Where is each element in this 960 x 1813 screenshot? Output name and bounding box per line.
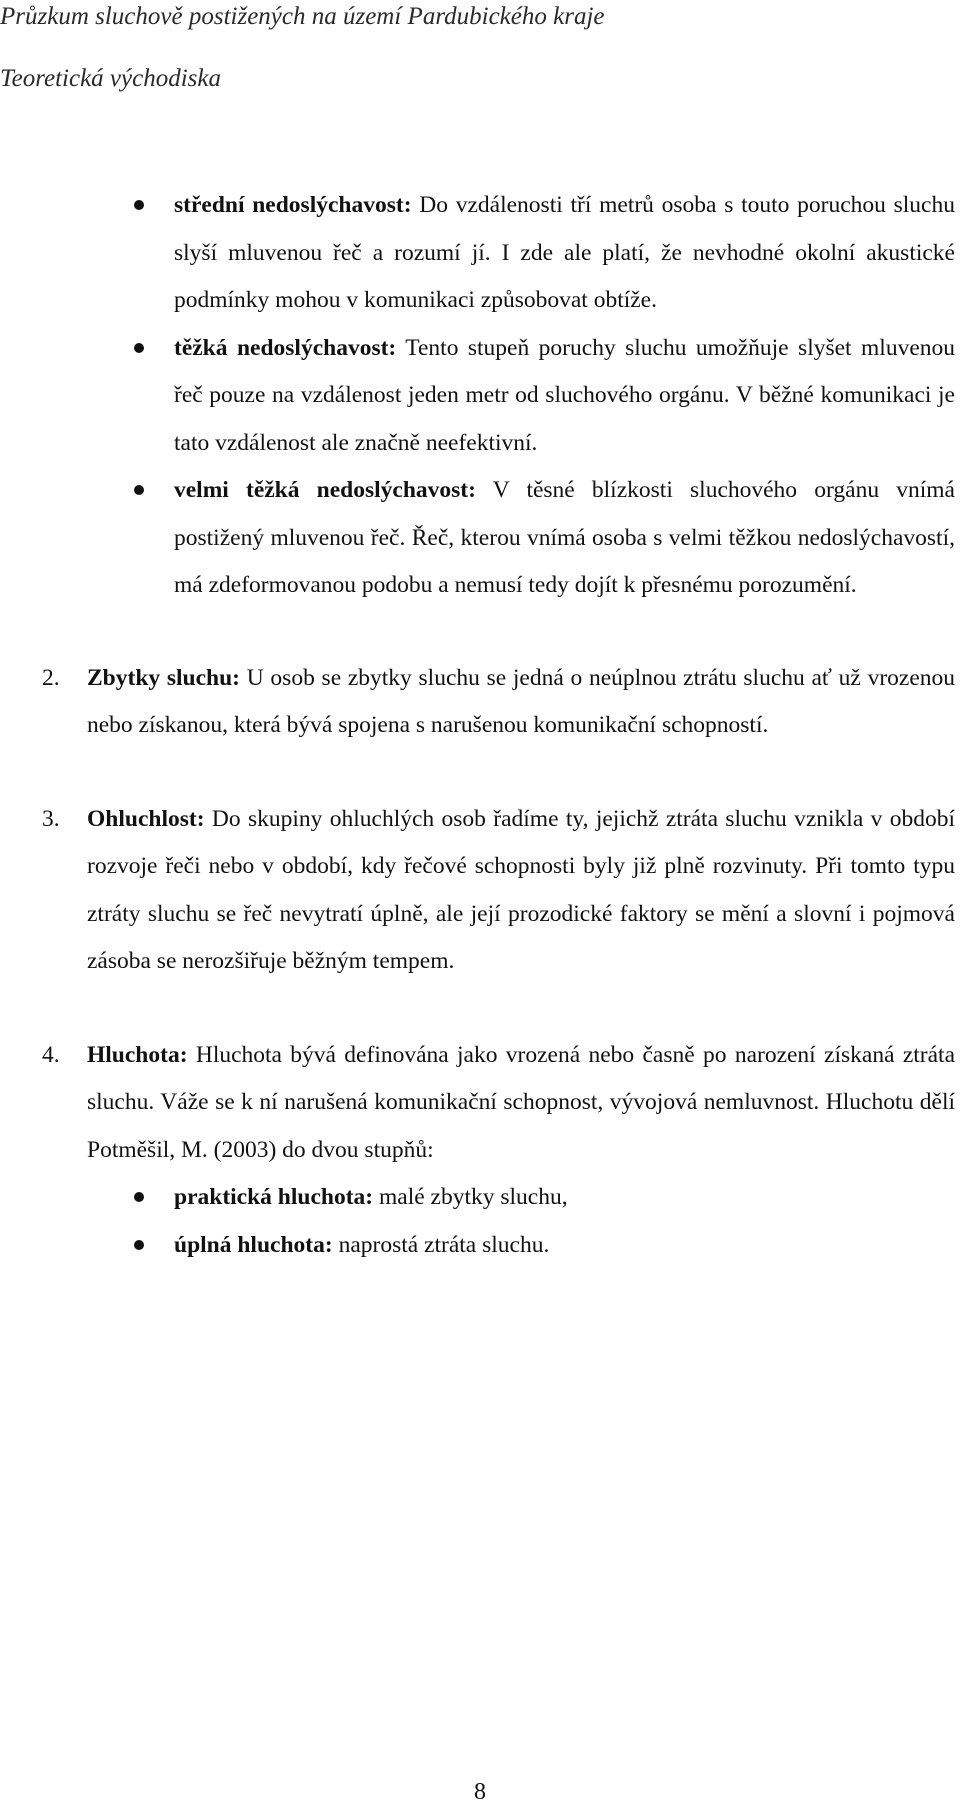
list-item-text: V těsné blízkosti sluchového orgánu vnímá postižený mluvenou řeč. Řeč, kterou vnímá osoba s velmi těžkou nedoslýchavostí, má zdeformovanou podobu a nemusí tedy dojít k přesnému porozumění. bbox=[174, 477, 955, 598]
deafness-degrees-list bbox=[87, 1174, 955, 1269]
list-item-text: U osob se zbytky sluchu se jedná o neúplnou ztrátu sluchu ať už vrozenou nebo získanou, která bývá spojena s narušenou komunikační schopností. bbox=[87, 664, 956, 738]
list-item bbox=[42, 796, 955, 986]
list-item-term: praktická hluchota: bbox=[174, 1184, 374, 1210]
list-item-text: malé zbytky sluchu, bbox=[373, 1184, 568, 1210]
list-number: 2. bbox=[42, 664, 60, 691]
list-item-term: úplná hluchota: bbox=[174, 1231, 333, 1258]
list-item bbox=[42, 1032, 955, 1175]
section-title: Teoretická východiska bbox=[0, 65, 221, 92]
page-content bbox=[42, 182, 956, 1269]
list-item-term: Zbytky sluchu: bbox=[87, 664, 241, 691]
hearing-loss-degrees-list bbox=[87, 182, 955, 610]
list-item-term: střední nedoslýchavost: bbox=[174, 192, 412, 218]
list-number: 4. bbox=[42, 1041, 60, 1068]
list-item bbox=[87, 1222, 955, 1270]
list-item bbox=[87, 325, 955, 468]
document-title: Průzkum sluchově postižených na území Pardubického kraje bbox=[0, 3, 605, 30]
list-item bbox=[42, 655, 956, 750]
page-number: 8 bbox=[474, 1779, 486, 1805]
list-item-text: naprostá ztráta sluchu. bbox=[332, 1231, 550, 1258]
list-item-text: Hluchota bývá definována jako vrozená nebo časně po narození získaná ztráta sluchu. Váže se k ní narušená komunikační schopnost, vývojová nemluvnost. Hluchotu dělí Potměšil, M. (2003) do dvou stupňů: bbox=[87, 1041, 955, 1163]
list-item-text: Do vzdálenosti tří metrů osoba s touto poruchou sluchu slyší mluvenou řeč a rozumí jí. I zde ale platí, že nevhodné okolní akustické podmínky mohou v komunikaci způsobovat obtíže. bbox=[174, 192, 955, 313]
list-item bbox=[87, 467, 955, 610]
list-item-term: Ohluchlost: bbox=[87, 805, 205, 832]
list-item bbox=[87, 1174, 955, 1222]
list-item-term: těžká nedoslýchavost: bbox=[174, 334, 397, 361]
list-item-text: Tento stupeň poruchy sluchu umožňuje slyšet mluvenou řeč pouze na vzdálenost jeden metr od sluchového orgánu. V běžné komunikaci je tato vzdálenost ale značně neefektivní. bbox=[174, 334, 956, 456]
list-item-term: velmi těžká nedoslýchavost: bbox=[174, 477, 476, 503]
list-number: 3. bbox=[42, 805, 60, 832]
numbered-list bbox=[42, 655, 956, 1175]
list-item-term: Hluchota: bbox=[87, 1041, 188, 1068]
list-item-text: Do skupiny ohluchlých osob řadíme ty, jejichž ztráta sluchu vznikla v období rozvoje řeči nebo v období, kdy řečové schopnosti byly již plně rozvinuty. Při tomto typu ztráty sluchu se řeč nevytratí úplně, ale její prozodické faktory se mění a slovní i pojmová zásoba se nerozšiřuje běžným tempem. bbox=[87, 805, 955, 974]
list-item bbox=[87, 182, 955, 325]
